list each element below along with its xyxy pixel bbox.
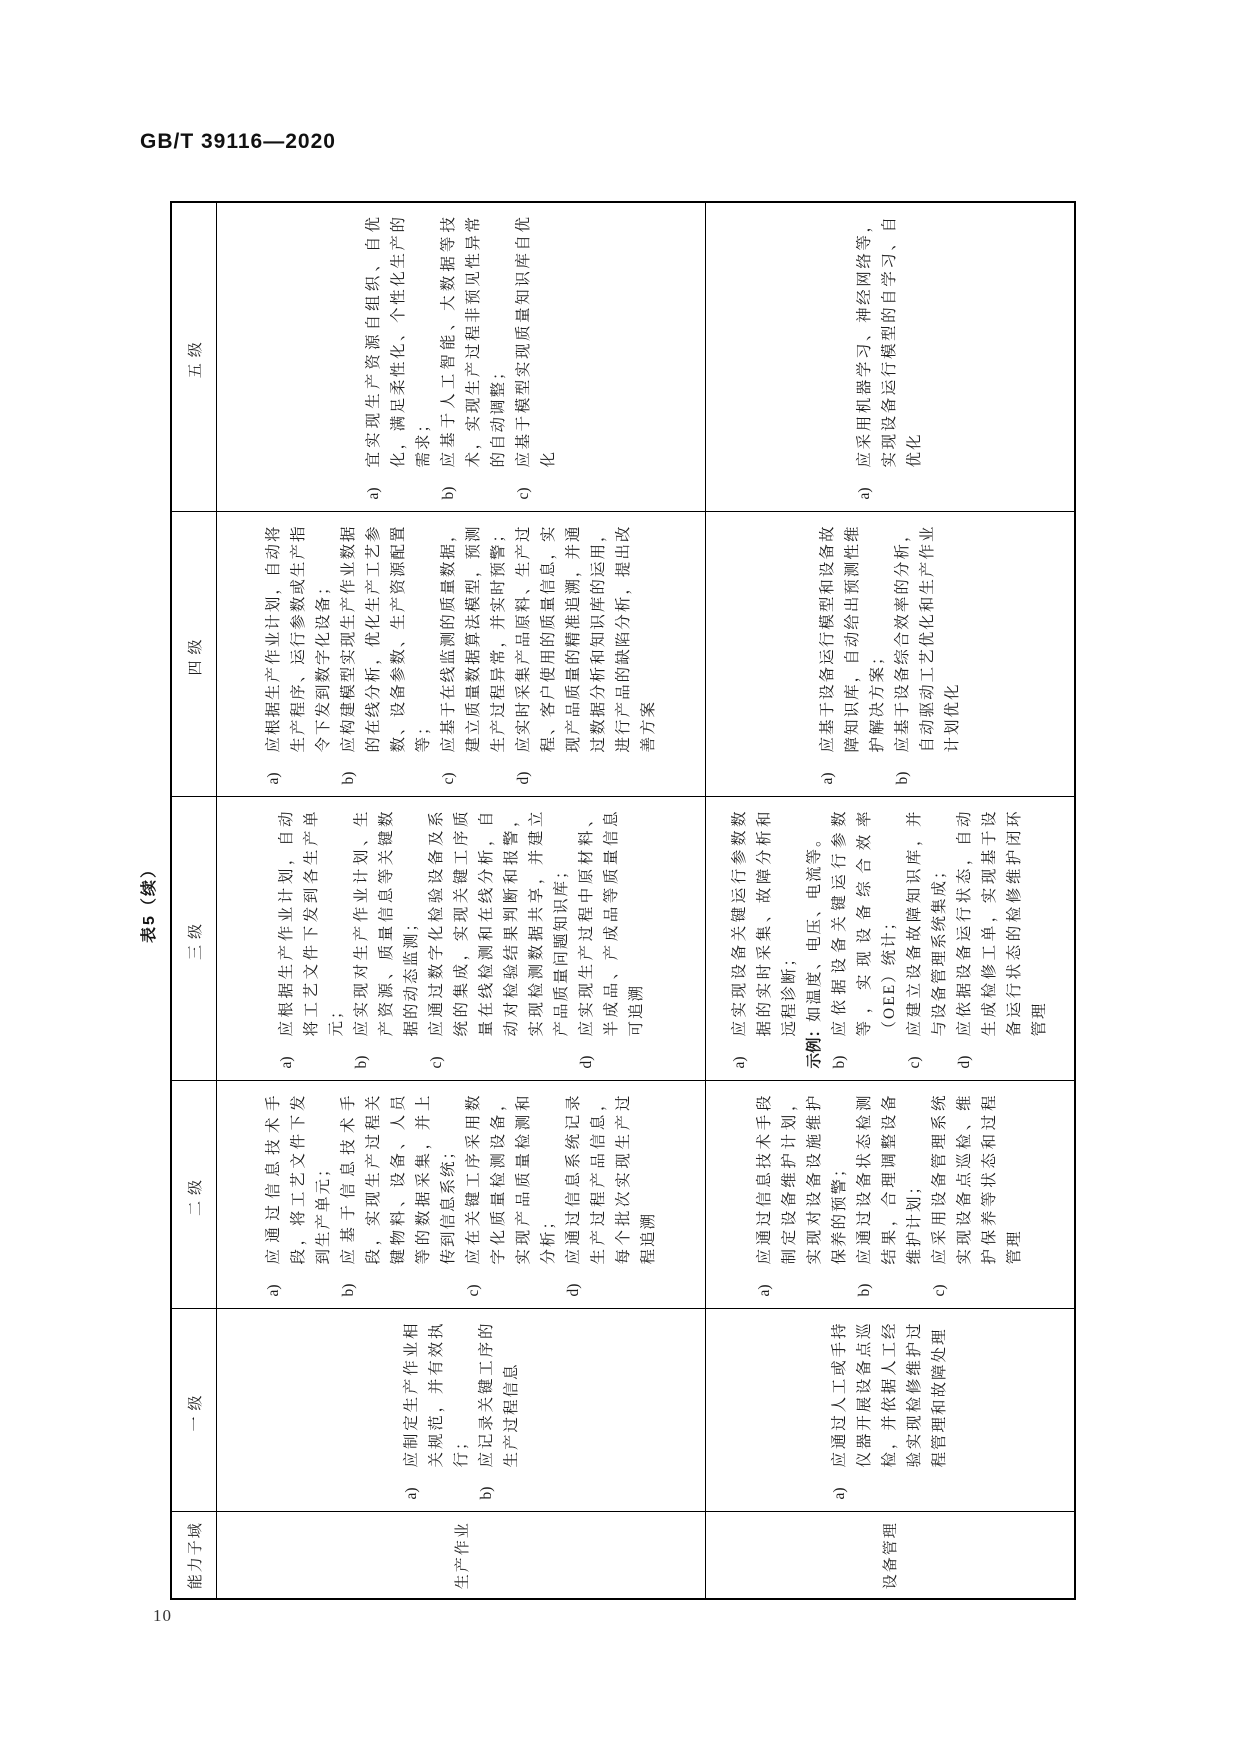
item-label: b) [352,1055,370,1069]
item-text: 应基于设备综合效率的分析，自动驱动工艺优化和生产作业计划优化 [893,524,961,753]
cell-items [251,1082,671,1309]
list-item [927,1094,1027,1297]
capability-table [170,201,1076,1600]
table-cell [706,1309,1075,1512]
cell-items [264,798,659,1081]
list-item [827,1322,952,1500]
item-label: b) [893,771,911,785]
list-item [474,1322,524,1500]
standard-code: GB/T 39116—2020 [140,130,336,153]
item-label: b) [340,771,357,785]
list-item [952,810,1052,1069]
cell-items [842,203,937,512]
list-item [852,215,927,500]
list-item [349,810,424,1069]
row-label: 设备管理 [706,1512,1075,1599]
item-text: 应通过信息系统记录生产过程产品信息，每个批次实现生产过程追溯 [565,1093,657,1265]
list-item [511,525,661,785]
item-text: 应记录关键工序的生产过程信息 [477,1321,520,1468]
column-header-subdomain: 能力子域 [171,1512,217,1599]
item-text: 应实现设备关键运行参数数据的实时采集、故障分析和远程诊断； [731,809,799,1037]
item-text: 应依据设备运行状态，自动生成检修工单，实现基于设备运行状态的检修维护闭环管理 [956,809,1049,1037]
item-label: b) [477,1486,495,1500]
table-body [217,202,1075,1599]
item-text: 应制定生产作业相关规范，并有效执行； [402,1321,470,1468]
list-item [752,1094,852,1297]
list-item [261,525,336,785]
item-text: 应采用机器学习、神经网络等，实现设备运行模型的自学习、自优化 [856,215,924,468]
list-item [399,1322,474,1500]
list-item [274,810,349,1069]
item-text: 应构建模型实现生产作业数据的在线分析，优化生产工艺参数、设备参数、生产资源配置等； [340,524,432,753]
rotated-table-block [130,203,1090,1600]
item-text: 应基于在线监测的质量数据，建立质量数据算法模型，预测生产过程异常，并实时预警； [440,524,507,753]
list-item [815,525,890,785]
list-item [902,810,952,1069]
item-label: c) [427,1056,445,1069]
row-label: 生产作业 [217,1512,706,1599]
item-text: 应根据生产作业计划，自动将工艺文件下发到各生产单元； [277,809,345,1037]
list-item [727,810,802,1069]
list-item [511,215,561,500]
list-item [852,1094,927,1297]
item-label: c) [515,487,532,500]
item-label: a) [402,1487,420,1500]
item-text: 应依据设备关键运行参数等，实现设备综合效率（OEE）统计； [831,809,899,1037]
item-label: d) [956,1055,974,1069]
table-cell [217,1081,706,1309]
header-row [171,202,217,1599]
item-label: a) [831,1487,849,1500]
item-label: c) [906,1056,924,1069]
page-number: 10 [153,1606,172,1625]
item-label: d) [577,1055,595,1069]
item-text: 应通过信息技术手段，将工艺文件下发到生产单元； [265,1093,332,1265]
item-text: 应根据生产作业计划，自动将生产程序、运行参数或生产指令下发到数字化设备； [265,524,332,753]
item-label: 示例： [806,1021,824,1069]
list-item [890,525,965,785]
item-label: b) [440,486,457,500]
item-label: b) [340,1283,357,1297]
cell-items [389,1310,534,1512]
list-item [336,525,436,785]
cell-items [717,798,1062,1081]
table-cell [217,1309,706,1512]
item-text: 应通过设备状态检测结果，合理调整设备维护计划； [856,1093,924,1265]
list-item [261,1094,336,1297]
item-label: a) [365,487,382,500]
column-header-level-1: 一级 [171,1309,217,1512]
item-text: 应采用设备管理系统实现设备点巡检、维护保养等状态和过程管理 [931,1093,1024,1265]
table-cell [706,797,1075,1081]
item-label: a) [756,1284,774,1297]
item-text: 应基于模型实现质量知识库自优化 [515,215,557,468]
item-text: 宜实现生产资源自组织、自优化，满足柔性化、个性化生产的需求； [365,215,432,468]
list-item [436,525,511,785]
item-text: 应基于设备运行模型和设备故障知识库，自动给出预测性维护解决方案； [818,524,886,753]
column-header-level-5: 五级 [171,202,217,512]
item-text: 应实时采集产品原料、生产过程、客户使用的质量信息，实现产品质量的精准追溯，并通过数据分析和知识库的运用，进行产品的缺陷分析，提出改善方案 [515,524,657,753]
item-label: a) [818,772,836,785]
list-item [336,1094,461,1297]
table-row [706,202,1075,1599]
item-text: 应通过数字化检验设备及系统的集成，实现关键工序质量在线检测和在线分析，自动对检验结果判断和报警，实现检测数据共享，并建立产品质量问题知识库； [427,809,570,1037]
cell-items [351,203,571,512]
list-item [827,810,902,1069]
list-item [574,810,649,1069]
item-label: a) [265,1284,282,1297]
item-text: 应在关键工序采用数字化质量检测设备，实现产品质量检测和分析； [465,1093,557,1265]
item-label: d) [565,1283,582,1297]
list-item [361,215,436,500]
item-label: c) [440,772,457,785]
table-row [217,202,706,1599]
column-header-level-2: 二级 [171,1081,217,1309]
list-item [436,215,511,500]
column-header-level-4: 四级 [171,512,217,797]
table-cell [706,1081,1075,1309]
table-cell [217,512,706,797]
item-label: b) [831,1055,849,1069]
column-header-level-3: 三级 [171,797,217,1081]
table-caption: 表5（续） [141,860,158,943]
item-label: a) [731,1056,749,1069]
list-item [561,1094,661,1297]
cell-items [251,513,671,797]
item-text: 应基于人工智能、大数据等技术，实现生产过程非预见性异常的自动调整； [440,215,507,468]
item-label: b) [856,1283,874,1297]
table-cell [217,797,706,1081]
item-text: 应通过信息技术手段制定设备维护计划，实现对设备设施维护保养的预警； [756,1093,849,1265]
item-text: 应建立设备故障知识库，并与设备管理系统集成； [906,809,949,1037]
item-text: 如温度、电压、电流等。 [806,829,824,1022]
list-item [424,810,574,1069]
item-label: c) [465,1284,482,1297]
item-label: a) [856,487,874,500]
table-head [171,202,217,1599]
table-cell [217,202,706,512]
cell-items [817,1310,962,1512]
table-cell [706,202,1075,512]
cell-items [742,1082,1037,1309]
example-item [802,810,827,1069]
item-text: 应实现对生产作业计划、生产资源、质量信息等关键数据的动态监测； [352,809,420,1037]
item-label: a) [265,772,282,785]
item-text: 应基于信息技术手段，实现生产过程关键物料、设备、人员等的数据采集，并上传到信息系统； [340,1093,457,1265]
list-item [461,1094,561,1297]
item-text: 应实现生产过程中原材料、半成品、产成品等质量信息可追溯 [577,809,645,1037]
item-text: 应通过人工或手持仪器开展设备点巡检，并依据人工经验实现检修维护过程管理和故障处理 [831,1321,949,1468]
item-label: a) [277,1056,295,1069]
item-label: d) [515,771,532,785]
table-cell [706,512,1075,797]
cell-items [805,513,975,797]
item-label: c) [931,1284,949,1297]
